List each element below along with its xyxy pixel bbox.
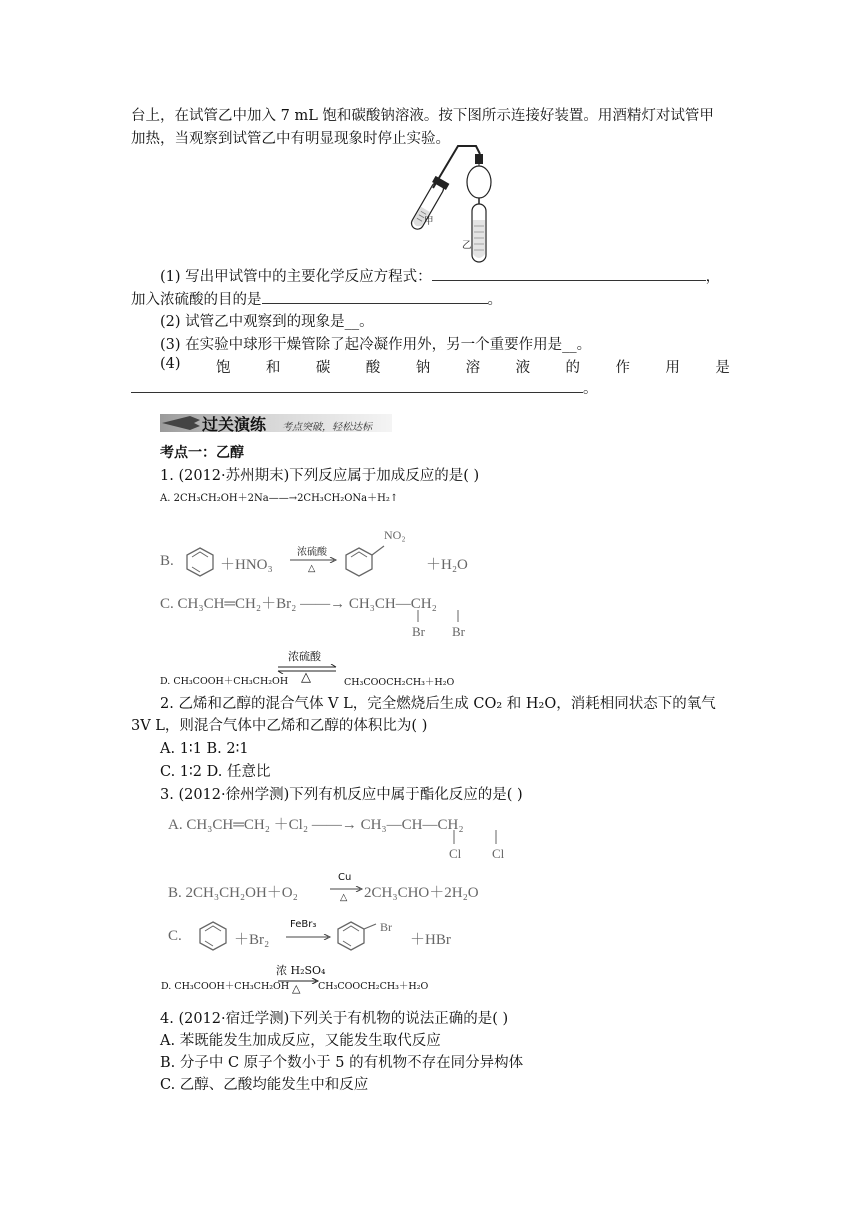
problem-4-option-a: A. 苯既能发生加成反应，又能发生取代反应 — [160, 1033, 441, 1049]
banner-subtitle: 考点突破，轻松达标 — [282, 422, 372, 433]
condition-top: 浓 H₂SO₄ — [276, 964, 326, 977]
tube-b-label: 乙 — [462, 240, 472, 251]
question-1b-text: 加入浓硫酸的目的是 — [131, 292, 262, 308]
condition-top: FeBr₃ — [290, 919, 317, 930]
intro-line-1: 台上，在试管乙中加入 7 mL 饱和碳酸钠溶液。按下图所示连接好装置。用酒精灯对试管甲 — [131, 108, 714, 124]
section-banner — [160, 411, 392, 435]
chlorine-label-1: Cl — [449, 846, 462, 861]
problem-2-stem-2: 3V L，则混合气体中乙烯和乙醇的体积比为( ) — [131, 718, 428, 734]
problem-1-option-b-label: B. — [160, 553, 174, 569]
word: 用 — [665, 360, 680, 376]
word: 碳 — [315, 360, 331, 376]
apparatus-diagram — [398, 140, 508, 264]
condition-bottom: △ — [292, 982, 301, 995]
condition-top: 浓硫酸 — [297, 547, 327, 558]
word: 酸 — [365, 360, 381, 376]
question-3: (3) 在实验中球形干燥管除了起冷凝作用外，另一个重要作用是__。 — [160, 337, 592, 353]
problem-4-option-c: C. 乙醇、乙酸均能发生中和反应 — [160, 1077, 369, 1093]
question-1a-end: ， — [705, 269, 721, 285]
problem-3-option-c-reagent: ＋Br₂ — [234, 932, 270, 948]
problem-2-options-2: C. 1∶2 D. 任意比 — [160, 764, 271, 780]
question-4-words — [160, 356, 730, 377]
question-1b — [131, 289, 502, 310]
banner-title: 过关演练 — [202, 415, 267, 434]
problem-1-option-b-reagent: ＋HNO₃ — [220, 557, 273, 573]
problem-1-option-a: A. 2CH₃CH₂OH＋2Na——→2CH₃CH₂ONa＋H₂↑ — [160, 493, 399, 504]
chlorine-label-2: Cl — [492, 846, 505, 861]
reaction-arrow-icon — [286, 934, 332, 940]
word: 是 — [715, 360, 730, 376]
word: 和 — [265, 360, 281, 376]
substituent-bonds — [410, 610, 470, 624]
word: 液 — [515, 360, 531, 376]
problem-3-option-a: A. CH₃CH═CH₂ ＋Cl₂ ——→ CH₃—CH—CH₂ — [168, 817, 464, 833]
answer-blank[interactable] — [131, 378, 583, 393]
problem-2-stem-1: 2. 乙烯和乙醇的混合气体 V L，完全燃烧后生成 CO₂ 和 H₂O，消耗相同状态下的氧气 — [160, 696, 716, 712]
word: (4) — [160, 356, 181, 372]
condition-bottom: △ — [308, 563, 316, 574]
problem-3-option-c-label: C. — [168, 928, 182, 944]
question-1a-text: (1) 写出甲试管中的主要化学反应方程式： — [160, 269, 432, 285]
problem-4-stem: 4. (2012·宿迁学测)下列关于有机物的说法正确的是( ) — [160, 1011, 509, 1027]
answer-blank[interactable] — [262, 289, 488, 304]
problem-4-option-b: B. 分子中 C 原子个数小于 5 的有机物不存在同分异构体 — [160, 1055, 524, 1071]
question-1b-end: 。 — [487, 292, 502, 308]
problem-3-option-b-right: 2CH₃CHO＋2H₂O — [364, 885, 479, 901]
bromine-label-2: Br — [452, 624, 465, 639]
word: 钠 — [415, 360, 431, 376]
nitro-group-label: NO₂ — [384, 528, 406, 542]
word: 作 — [615, 360, 630, 376]
word: 饱 — [215, 360, 231, 376]
answer-blank[interactable] — [432, 266, 706, 281]
problem-3-stem: 3. (2012·徐州学测)下列有机反应中属于酯化反应的是( ) — [160, 787, 523, 803]
problem-2-options-1: A. 1∶1 B. 2∶1 — [160, 741, 249, 757]
bromobenzene-ring-icon — [336, 920, 380, 952]
problem-3-option-d-right: CH₃COOCH₂CH₃＋H₂O — [318, 981, 429, 992]
question-4-end: 。 — [583, 381, 598, 397]
problem-3-option-d-left: D. CH₃COOH＋CH₃CH₂OH — [161, 981, 290, 992]
question-4-blank-line — [131, 378, 598, 399]
bromine-substituent-label: Br — [380, 920, 392, 934]
section-1-title: 考点一：乙醇 — [160, 445, 244, 461]
problem-1-option-d-left: D. CH₃COOH＋CH₃CH₂OH — [160, 676, 289, 687]
condition-bottom: △ — [301, 670, 311, 685]
condition-top: Cu — [338, 872, 352, 883]
problem-1-stem: 1. (2012·苏州期末)下列反应属于加成反应的是( ) — [160, 468, 480, 484]
question-1a — [160, 266, 720, 287]
problem-1-option-b-water: ＋H₂O — [426, 557, 468, 573]
question-2: (2) 试管乙中观察到的现象是__。 — [160, 314, 374, 330]
word: 的 — [565, 360, 581, 376]
problem-1-option-d-right: CH₃COOCH₂CH₃＋H₂O — [344, 677, 455, 688]
problem-3-option-b-left: B. 2CH₃CH₂OH＋O₂ — [168, 885, 298, 901]
condition-top: 浓硫酸 — [288, 650, 321, 663]
condition-bottom: △ — [340, 892, 348, 903]
bromine-label-1: Br — [412, 624, 425, 639]
tube-a-label: 甲 — [424, 216, 434, 227]
problem-3-option-c-right: ＋HBr — [410, 932, 451, 948]
problem-1-option-c: C. CH₃CH═CH₂＋Br₂ ——→ CH₃CH—CH₂ — [160, 596, 437, 612]
substituent-bonds — [446, 830, 506, 846]
intro-line-2: 加热，当观察到试管乙中有明显现象时停止实验。 — [131, 131, 450, 147]
word: 溶 — [465, 360, 481, 376]
benzene-ring-icon — [185, 546, 215, 578]
benzene-ring-icon — [198, 920, 228, 952]
